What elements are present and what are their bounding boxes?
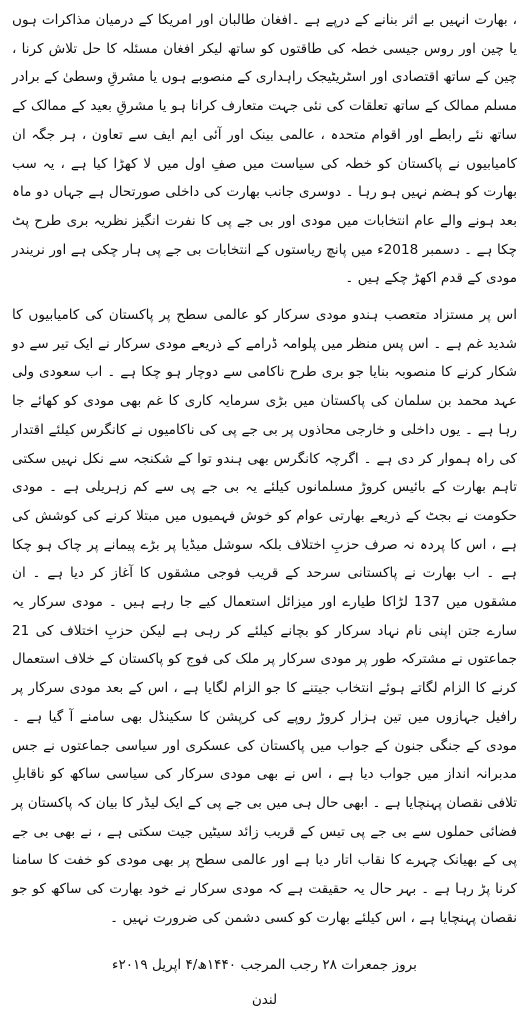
- article-paragraph-1: ، بھارت انہیں بے اثر بنانے کے درپے ہے ۔افغان طالبان اور امریکا کے درمیان مذاکرات ہوں یا چین اور روس جیسی خطہ کی طاقتوں کو ساتھ لیکر افغان مسئلہ کا حل تلاش کرنا ، چین کے ساتھ اقتصادی اور اسٹریٹیجک راہداری کے منصوبے ہوں یا مشرقِ وسطیٰ کے برادر مسلم ممالک کے ساتھ تعلقات کی نئی جہت متعارف کرانا ہو یا مشرقِ بعید کے ممالک کے ساتھ نئے رابطے اور اقوام متحدہ ، عالمی بینک اور آئی ایم ایف سے تعاون ، ہر جگہ ان کامیابیوں نے پاکستان کو خطہ کی سیاست میں صفِ اول میں لا کھڑا کیا ہے ، یہ سب بھارت کو ہضم نہیں ہو رہا ۔ دوسری جانب بھارت کی داخلی صورتحال ہے جہاں دو ماہ بعد ہونے والے عام انتخابات میں مودی اور بی جے پی کا نفرت انگیز نظریہ بری طرح پٹ چکا ہے ۔ دسمبر 2018ء میں پانچ ریاستوں کے انتخابات بی جے پی ہار چکی ہے اور نریندر مودی کے قدم اکھڑ چکے ہیں ۔: [12, 12, 517, 287]
- article-dateline: بروز جمعرات ۲۸ رجب المرجب ۱۴۴۰ھ/۴ اپریل ۲۰۱۹ء: [112, 956, 417, 973]
- article-place: لندن: [251, 991, 278, 1008]
- article-paragraph-2: اس پر مستزاد متعصب ہندو مودی سرکار کو عالمی سطح پر پاکستان کی کامیابیوں کا شدید غم ہے ۔ اس پس منظر میں پلوامہ ڈرامے کے ذریعے مودی سرکار نے ایک تیر سے دو شکار کرنے کا منصوبہ بنایا جو بری طرح ناکامی سے دوچار ہو چکا ہے ۔ اب سعودی ولی عہد محمد بن سلمان کی پاکستان میں بڑی سرمایہ کاری کا غم بھی مودی کو کھائے جا رہا ہے ۔ یوں داخلی و خارجی محاذوں پر بی جے پی کی ناکامیوں نے کانگرس کیلئے اقتدار کی راہ ہموار کر دی ہے ۔ اگرچہ کانگرس بھی ہندو توا کے شکنجہ سے نکل نہیں سکتی تاہم بھارت کے بائیس کروڑ مسلمانوں کیلئے یہ بی جے پی سے کم زہریلی ہے ۔ مودی حکومت نے بجٹ کے ذریعے بھارتی عوام کو خوش فہمیوں میں مبتلا کرنے کی کوشش کی ہے ، اس کا پردہ نہ صرف حزبِ اختلاف بلکہ سوشل میڈیا پر بڑے پیمانے پر چاک ہو چکا ہے ۔ اب بھارت نے پاکستانی سرحد کے قریب فوجی مشقوں کا آغاز کر دیا ہے ۔ ان مشقوں میں 137 لڑاکا طیارے اور میزائل استعمال کیے جا رہے ہیں ۔ مودی سرکار یہ سارے جتن اپنی نام نہاد سرکار کو بچانے کیلئے کر رہی ہے لیکن حزبِ اختلاف کی 21 جماعتوں نے مشترکہ طور پر مودی سرکار پر ملک کی فوج کو پاکستان کے خلاف استعمال کرنے کا الزام لگاتے ہوئے انتخاب جیتنے کا جو الزام لگایا ہے ، اس کے بعد مودی سرکار پر رافیل جہازوں میں تین ہزار کروڑ روپے کی کرپشن کا سکینڈل بھی سامنے آ گیا ہے ۔ مودی کے جنگی جنون کے جواب میں پاکستان کی عسکری اور سیاسی جماعتوں نے جس مدبرانہ انداز میں جواب دیا ہے ، اس نے بھی مودی سرکار کی سیاسی ساکھ کو ناقابلِ تلافی نقصان پہنچایا ہے ۔ ابھی حال ہی میں بی جے پی کے ایک لیڈر کا بیان کہ پاکستان پر فضائی حملوں سے بی جے پی تیس کے قریب زائد سیٹیں جیت سکتی ہے ، نے بھی بی جے پی کے بھیانک چہرے کا نقاب اتار دیا ہے اور عالمی سطح پر بھی مودی کو خفت کا سامنا کرنا پڑ رہا ہے ۔ بہر حال یہ حقیقت ہے کہ مودی سرکار نے خود بھارت کی ساکھ کو جو نقصان پہنچایا ہے ، اس کیلئے بھارت کو کسی دشمن کی ضرورت نہیں ۔: [12, 307, 517, 926]
